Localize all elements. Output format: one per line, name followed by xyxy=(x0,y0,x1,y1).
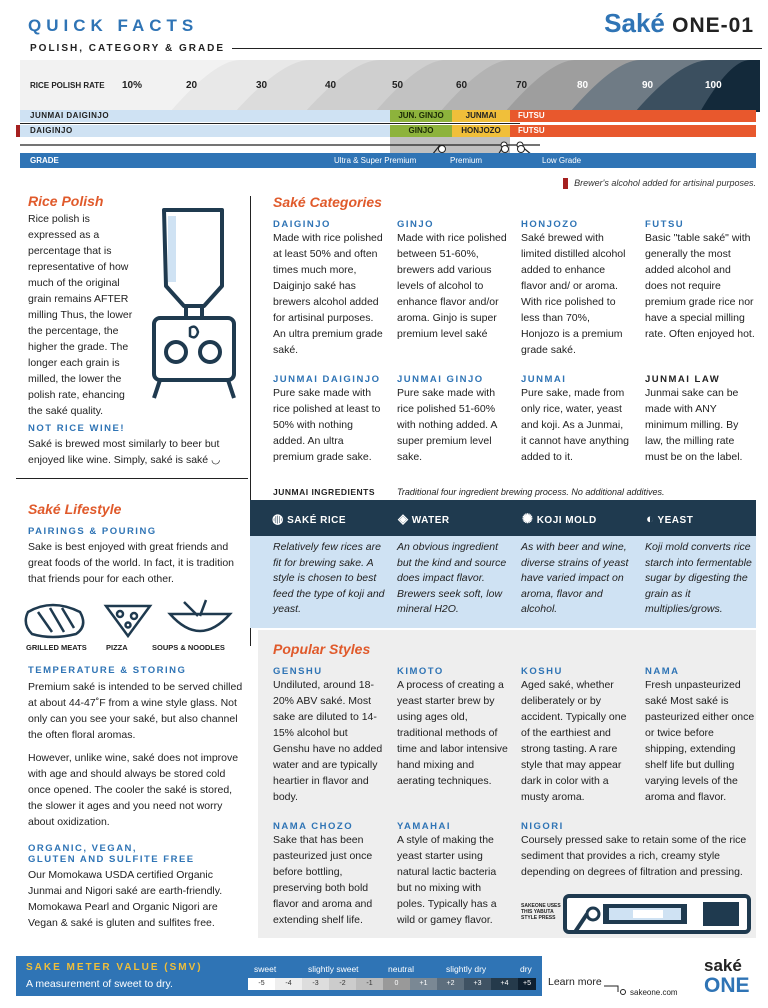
tick-label: 100 xyxy=(705,80,722,91)
not-rice-wine-heading: NOT RICE WINE! xyxy=(28,423,125,434)
category-junmai: JUNMAI Pure sake, made from only rice, water, yeast and koji. As a Junmai, it cannot have anything added to it. xyxy=(521,374,629,463)
smv-label: neutral xyxy=(388,964,414,974)
cell-futsu: FUTSU xyxy=(510,110,756,122)
smv-label: dry xyxy=(520,964,532,974)
temperature-text: Premium saké is intended to be served chilled at about 44-47˚F from a wine style glass. Not only can you see your saké, but also channel the often floral aromas. xyxy=(28,681,243,741)
smv-scale: -5 -4 -3 -2 -1 0 +1 +2 +3 +4 +5 xyxy=(248,978,536,990)
food-label: GRILLED MEATS xyxy=(26,643,87,652)
rice-polish-title: Rice Polish xyxy=(28,193,104,209)
storing-text: However, unlike wine, saké does not improve with age and should always be stored cold once opened. The cooler the saké is stored, the slower it ages and you need not worry about oxidization. xyxy=(28,752,239,828)
tick-label: 50 xyxy=(392,80,404,91)
smv-subtitle: A measurement of sweet to dry. xyxy=(26,978,173,990)
cell-honjozo: HONJOZO xyxy=(452,125,510,137)
style-nama: NAMA Fresh unpasteurized saké Most saké is pasteurized either once or twice before shipping, extending shelf life but dulling varying levels of the aroma and flavor. xyxy=(645,666,755,803)
organic-text: Our Momokawa USDA certified Organic Junmai and Nigori saké are earth-friendly. Momokawa Pearl and Organic Nigori are Vegan & saké is gluten and sulfites free. xyxy=(28,869,223,929)
press-note: SAKEONE USES THIS YABUTA STYLE PRESS xyxy=(521,903,561,921)
category-daiginjo: DAIGINJO Made with rice polished at least 50% and often times much more, Daiginjo saké has brewers alcohol added for artisinal purposes. An ultra premium grade saké. xyxy=(273,219,383,356)
category-junmai-daiginjo: JUNMAI DAIGINJO Pure sake made with rice polished at least to 50% with nothing added. An ultra premium grade sake. xyxy=(273,374,381,463)
ingredient-water-text: An obvious ingredient but the kind and source does impact flavor. Brewers seek soft, low mineral H2O. xyxy=(397,541,507,615)
website-link[interactable]: sakeone.com xyxy=(630,988,678,997)
smv-label: sweet xyxy=(254,964,277,974)
grade-bar: GRADE Ultra & Super Premium Premium Low Grade xyxy=(20,153,756,168)
koji-mold-icon: ✺ xyxy=(522,511,534,526)
page-title: QUICK FACTS xyxy=(28,16,199,35)
tick-label: 90 xyxy=(642,80,654,91)
category-ginjo: GINJO Made with rice polished between 51-60%, brewers add various levels of alcohol to enhance flavor and/or aroma. Ginjo is super premium level saké xyxy=(397,219,507,340)
rice-polish-text: Rice polish is expressed as a percentage that is representative of how much of the original grain remains AFTER milling Thus, the lower the percentage, the higher the grade. The longer each grain is milled, the lower the polish rate, ehancing the saké quality. xyxy=(28,213,133,417)
smv-title: SAKE METER VALUE (SMV) xyxy=(26,962,203,973)
styles-title: Popular Styles xyxy=(273,641,371,657)
cell-futsu: FUTSU xyxy=(510,125,756,137)
tick-label: 80 xyxy=(577,80,589,91)
yeast-icon: ◐ xyxy=(646,511,655,526)
divider xyxy=(16,478,248,479)
cell-ginjo: GINJO xyxy=(390,125,452,137)
yabuta-press-icon xyxy=(563,888,753,938)
grilled-meat-icon xyxy=(26,605,83,637)
ingredient-koji-text: As with beer and wine, diverse strains of yeast have varied impact on aroma, flavor and alcohol. xyxy=(521,541,629,615)
ingredient-rice-text: Relatively few rices are fit for brewing sake. A style is chosen to best feed the type of koji and yeast. xyxy=(273,541,385,615)
rice-icon: ◍ xyxy=(272,511,284,526)
smv-label: slightly dry xyxy=(446,964,487,974)
row-daiginjo: DAIGINJO xyxy=(20,125,390,137)
pairings-heading: PAIRINGS & POURING xyxy=(28,526,157,537)
style-genshu: GENSHU Undiluted, around 18-20% ABV saké. Most sake are diluted to 14-15% alcohol but Genshu have no added water and are typically heartier in flavor and body. xyxy=(273,666,383,803)
row-junmai-daiginjo: JUNMAI DAIGINJO xyxy=(20,110,390,122)
alcohol-note: Brewer's alcohol added for artisinal purposes. xyxy=(563,178,756,189)
soup-bowl-icon xyxy=(170,600,230,631)
tick-label: 70 xyxy=(516,80,528,91)
footer-logo-bottom: ONE xyxy=(704,974,750,997)
tick-label: 40 xyxy=(325,80,337,91)
tick-label: 10% xyxy=(122,80,143,91)
ingredient-koji: ✺ KOJI MOLD xyxy=(522,511,597,526)
style-nama-chozo: NAMA CHOZO Sake that has been pasteurized just once before bottling, preserving both bold flavor and aroma and extending shelf life. xyxy=(273,821,373,926)
cell-jun-ginjo: JUN. GINJO xyxy=(390,110,452,122)
water-drop-icon: ◈ xyxy=(398,511,409,526)
style-kimoto: KIMOTO A process of creating a yeast starter brew by using ages old, traditional methods of time and labor intensive hand mixing and aerating techniques. xyxy=(397,666,508,787)
tick-label: 60 xyxy=(456,80,468,91)
category-honjozo: HONJOZO Saké brewed with limited distilled alcohol added to enhance flavor and/ or aroma. With rice polished to less than 70%, Honjozo is a premium grade saké. xyxy=(521,219,626,356)
arrow-icon xyxy=(604,980,628,996)
smv-label: slightly sweet xyxy=(308,964,359,974)
logo: Saké ONE-01 xyxy=(604,8,754,38)
tick-label: 30 xyxy=(256,80,268,91)
pizza-icon xyxy=(106,606,150,636)
ingredients-label: JUNMAI INGREDIENTS xyxy=(273,487,376,497)
not-rice-wine-text: Saké is brewed most similarly to beer but enjoyed like wine. Simply, saké is saké ◡ xyxy=(28,438,221,466)
category-junmai-ginjo: JUNMAI GINJO Pure sake made with rice polished 51-60% with nothing added. A super premium level sake. xyxy=(397,374,497,463)
style-koshu: KOSHU Aged saké, whether deliberately or by accident. Typically one of the earthiest and strong tasting. A rare style that may appear dark in color with a musty aroma. xyxy=(521,666,627,803)
category-junmai-law: JUNMAI LAW Junmai sake can be made with ANY minimum milling. By law, the milling rate must be on the label. xyxy=(645,374,743,463)
organic-heading: ORGANIC, VEGAN, GLUTEN AND SULFITE FREE xyxy=(28,843,195,865)
divider xyxy=(20,123,520,124)
ingredient-rice: ◍ SAKÉ RICE xyxy=(272,511,347,526)
cell-junmai: JUNMAI xyxy=(452,110,510,122)
rice-polisher-icon xyxy=(148,206,240,402)
food-label: SOUPS & NOODLES xyxy=(152,643,225,652)
food-label: PIZZA xyxy=(106,643,128,652)
category-futsu: FUTSU Basic "table saké" with generally the most added alcohol and does not require premium grade rice nor have a special milling rate. Often enjoyed hot. xyxy=(645,219,755,340)
ingredient-yeast: ◐ YEAST xyxy=(646,511,694,526)
footer-logo-top: saké xyxy=(704,956,742,975)
temperature-heading: TEMPERATURE & STORING xyxy=(28,665,187,676)
ingredient-water: ◈ WATER xyxy=(398,511,450,526)
lifestyle-title: Saké Lifestyle xyxy=(28,501,122,517)
style-yamahai: YAMAHAI A style of making the yeast starter using natural lactic bacteria but no mixing with poles. Typically has a wild or gamey flavor. xyxy=(397,821,497,926)
ingredient-yeast-text: Koji mold converts rice starch into fermentable sugar by digesting the grain as it multiplies/grows. xyxy=(645,541,752,615)
page-subtitle: POLISH, CATEGORY & GRADE xyxy=(30,43,226,54)
food-icons xyxy=(22,598,244,642)
categories-title: Saké Categories xyxy=(273,194,382,210)
tick-label: 20 xyxy=(186,80,198,91)
grade-markers xyxy=(432,143,532,157)
learn-more-link[interactable]: Learn more xyxy=(548,976,602,988)
style-nigori: NIGORI Coursely pressed sake to retain some of the rice sediment that provides a rich, creamy style depending on degrees of filtration and pressing. xyxy=(521,821,747,878)
polish-rate-label: RICE POLISH RATE xyxy=(30,81,105,90)
ingredients-desc: Traditional four ingredient brewing process. No additional additives. xyxy=(397,487,665,497)
divider xyxy=(232,48,762,49)
smile-icon: ◡ xyxy=(211,454,221,466)
pairings-text: Sake is best enjoyed with great friends and great foods of the world. In fact, it is tradition that friends pour for each other. xyxy=(28,541,235,585)
